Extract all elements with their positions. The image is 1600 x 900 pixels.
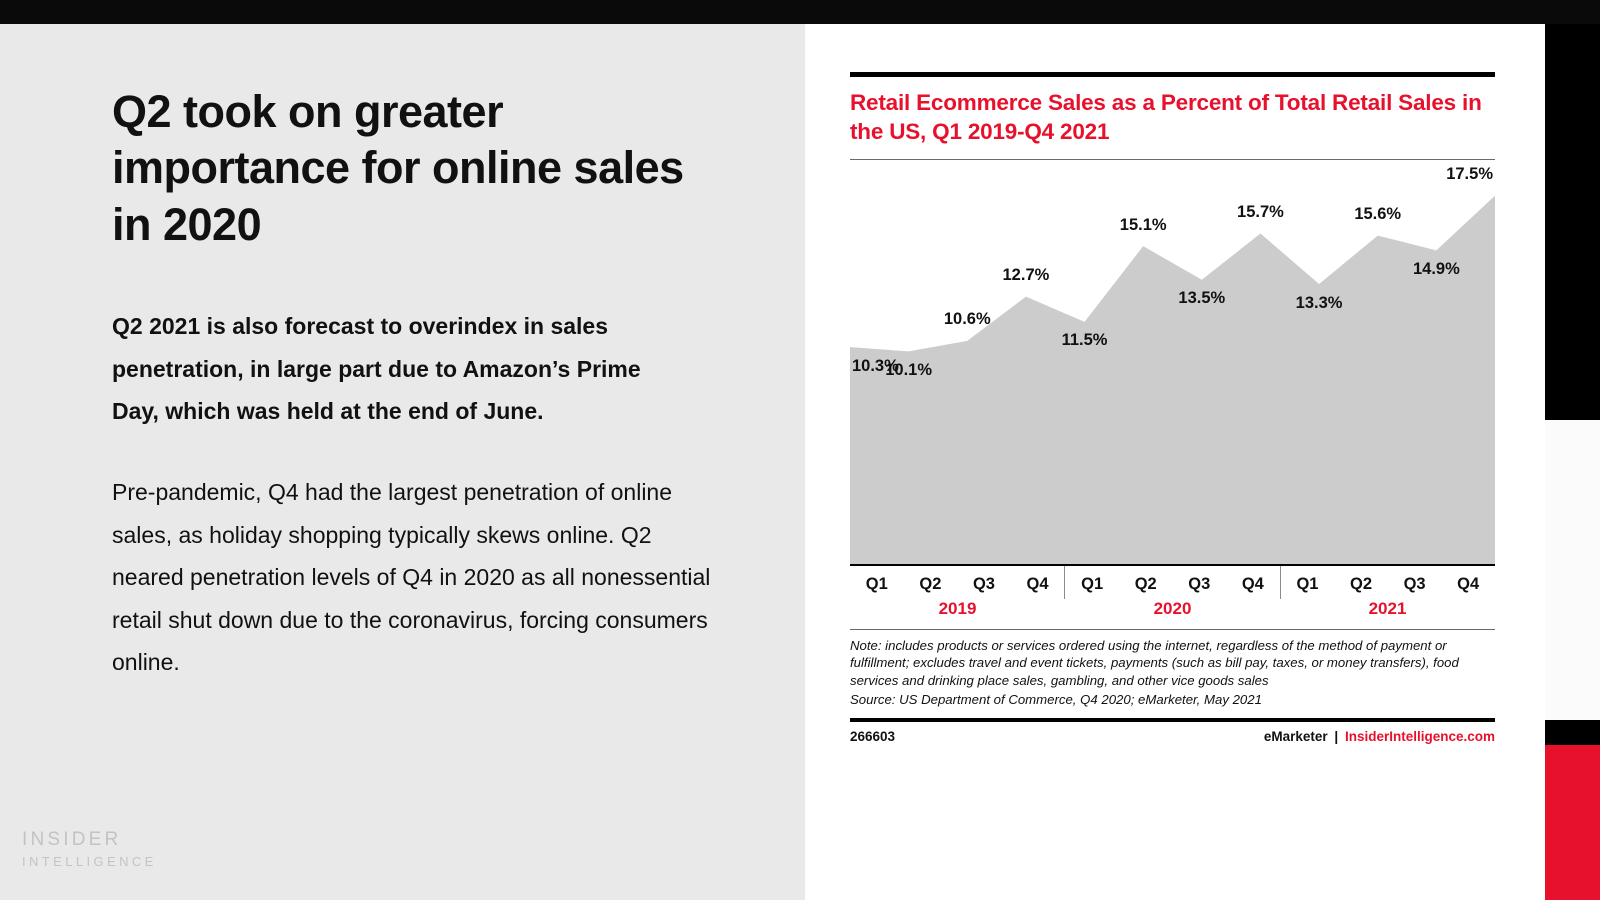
x-tick-Q4-2020: Q4 xyxy=(1241,574,1264,593)
body-paragraph: Pre-pandemic, Q4 had the largest penetration of online sales, as holiday shopping typically skews online. Q2 neared penetration levels of Q4 in 2020 as all nonessential retail shut down due to the coronavirus, forcing consumers online. xyxy=(112,479,711,676)
quarter-group-2021 xyxy=(1280,566,1495,599)
data-label: 13.5% xyxy=(1178,289,1226,308)
right-edge-white-accent xyxy=(1545,420,1600,720)
brand-separator: | xyxy=(1334,728,1339,744)
chart-brand xyxy=(1264,729,1495,744)
chart-panel xyxy=(805,24,1545,900)
chart-title: Retail Ecommerce Sales as a Percent of Total Retail Sales in the US, Q1 2019-Q4 2021 xyxy=(850,90,1482,145)
x-tick-Q4-2019: Q4 xyxy=(1026,574,1049,593)
x-tick-Q2-2020: Q2 xyxy=(1134,574,1157,593)
text-panel xyxy=(0,24,805,900)
chart-plot-area xyxy=(850,164,1495,564)
data-label: 15.7% xyxy=(1237,202,1284,221)
data-label: 10.6% xyxy=(943,310,991,329)
chart-footer xyxy=(850,722,1495,744)
chart-source: Source: US Department of Commerce, Q4 2020; eMarketer, May 2021 xyxy=(850,692,1262,708)
data-label: 13.3% xyxy=(1295,293,1343,312)
x-tick-Q1-2020: Q1 xyxy=(1081,574,1104,593)
x-tick-Q4-2021: Q4 xyxy=(1457,574,1480,593)
x-tick-Q3-2019: Q3 xyxy=(972,574,995,593)
page-title: Q2 took on greater importance for online sales in 2020 xyxy=(112,86,684,250)
quarter-group-2020 xyxy=(1064,566,1279,599)
data-label: 10.3% xyxy=(852,356,899,375)
x-tick-Q2-2019: Q2 xyxy=(919,574,942,593)
year-label-2020: 2020 xyxy=(1153,598,1192,618)
x-tick-Q2-2021: Q2 xyxy=(1350,574,1373,593)
data-label: 10.1% xyxy=(885,360,933,379)
data-label: 11.5% xyxy=(1061,331,1108,350)
x-tick-Q3-2021: Q3 xyxy=(1403,574,1426,593)
chart-container xyxy=(850,72,1495,744)
right-edge-red-accent xyxy=(1545,745,1600,900)
year-label-2019: 2019 xyxy=(938,598,977,618)
logo-line-1: INSIDER xyxy=(22,828,122,850)
brand-emarketer: eMarketer xyxy=(1263,728,1328,744)
logo-line-2: INTELLIGENCE xyxy=(22,854,157,870)
year-label-2021: 2021 xyxy=(1368,598,1407,618)
x-axis-quarter-labels xyxy=(850,566,1495,599)
data-label: 14.9% xyxy=(1412,259,1460,278)
data-label: 15.1% xyxy=(1119,215,1167,234)
data-label: 17.5% xyxy=(1446,165,1493,184)
data-label: 12.7% xyxy=(1002,266,1050,285)
chart-id: 266603 xyxy=(850,728,896,744)
chart-title-underline xyxy=(850,159,1495,160)
quarter-group-2019 xyxy=(850,566,1064,599)
brand-website[interactable]: InsiderIntelligence.com xyxy=(1344,728,1495,744)
x-tick-Q1-2021: Q1 xyxy=(1296,574,1319,593)
x-tick-Q1-2019: Q1 xyxy=(865,574,888,593)
data-label: 15.6% xyxy=(1354,205,1402,224)
chart-note: Note: includes products or services ordered using the internet, regardless of the method of payment or fulfillment; excludes travel and event tickets, payments (such as bill pay, taxes, or money transfers), food services and drinking place sales, gambling, and other vice goods sales xyxy=(850,637,1459,688)
area-series-fill xyxy=(850,195,1495,563)
x-tick-Q3-2020: Q3 xyxy=(1188,574,1211,593)
lede-paragraph: Q2 2021 is also forecast to overindex in sales penetration, in large part due to Amazon’s Prime Day, which was held at the end of June. xyxy=(112,312,641,425)
insider-intelligence-logo xyxy=(22,826,157,872)
x-axis-year-labels xyxy=(850,599,1495,629)
top-black-band xyxy=(0,0,1600,24)
